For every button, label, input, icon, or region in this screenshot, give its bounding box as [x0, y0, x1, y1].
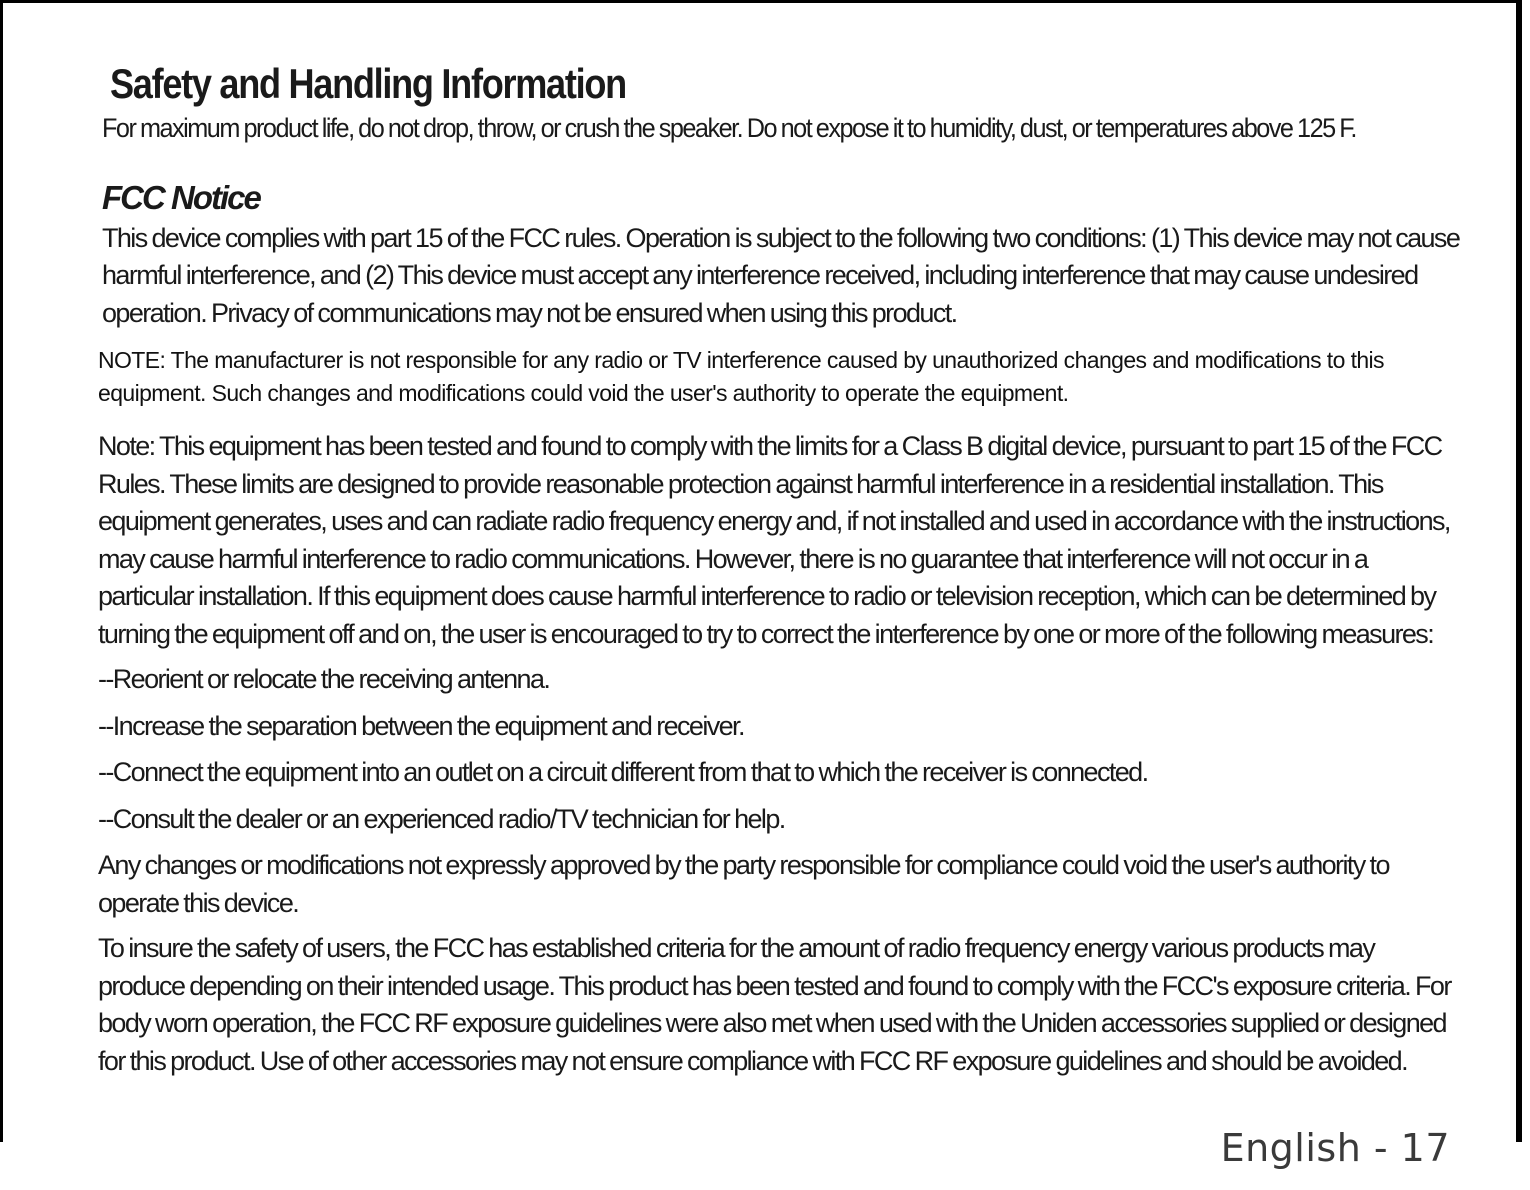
list-item: --Increase the separation between the equipment and receiver.: [98, 710, 744, 741]
rf-exposure-paragraph: To insure the safety of users, the FCC has established criteria for the amount of radio frequency energy various products may produce depending on their intended usage. This product has been tested and found to comply with the FCC's exposure criteria. For body worn operation, the FCC RF exposure guidelines were also met when used with the Uniden accessories supplied or designed for this product. Use of other accessories may not ensure compliance with FCC RF exposure guidelines and should be avoided.: [98, 933, 1451, 1076]
fcc-paragraph: This device complies with part 15 of the FCC rules. Operation is subject to the following two conditions: (1) This device may not cause harmful interference, and (2) This device must accept any interference received, including interference that may cause undesired operation. Privacy of communications may not be ensured when using this product.: [102, 222, 1460, 328]
document-body: [98, 58, 1468, 1088]
changes-paragraph: Any changes or modifications not expressly approved by the party responsible for compliance could void the user's authority to operate this device.: [98, 850, 1389, 918]
page-title: Safety and Handling Information: [110, 60, 626, 107]
manufacturer-note: NOTE: The manufacturer is not responsible for any radio or TV interference caused by unauthorized changes and modifications to this equipment. Such changes and modifications could void the user's authority to operate the equipment.: [98, 347, 1384, 406]
list-item: --Connect the equipment into an outlet on a circuit different from that to which the receiver is connected.: [98, 757, 1148, 787]
list-item: --Consult the dealer or an experienced radio/TV technician for help.: [98, 803, 785, 834]
measures-list: [98, 661, 1468, 838]
fcc-notice-heading: FCC Notice: [102, 178, 260, 216]
list-item: --Reorient or relocate the receiving antenna.: [98, 664, 550, 694]
intro-paragraph: For maximum product life, do not drop, throw, or crush the speaker. Do not expose it to humidity, dust, or temperatures above 125 F.: [102, 113, 1356, 143]
class-b-note: Note: This equipment has been tested and found to comply with the limits for a Class B digital device, pursuant to part 15 of the FCC Rules. These limits are designed to provide reasonable protection against harmful interference in a residential installation. This equipment generates, uses and can radiate radio frequency energy and, if not installed and used in accordance with the instructions, may cause harmful interference to radio communications. However, there is no guarantee that interference will not occur in a particular installation. If this equipment does cause harmful interference to radio or television reception, which can be determined by turning the equipment off and on, the user is encouraged to try to correct the interference by one or more of the following measures:: [98, 431, 1450, 649]
page-number: English - 17: [1220, 1126, 1450, 1170]
